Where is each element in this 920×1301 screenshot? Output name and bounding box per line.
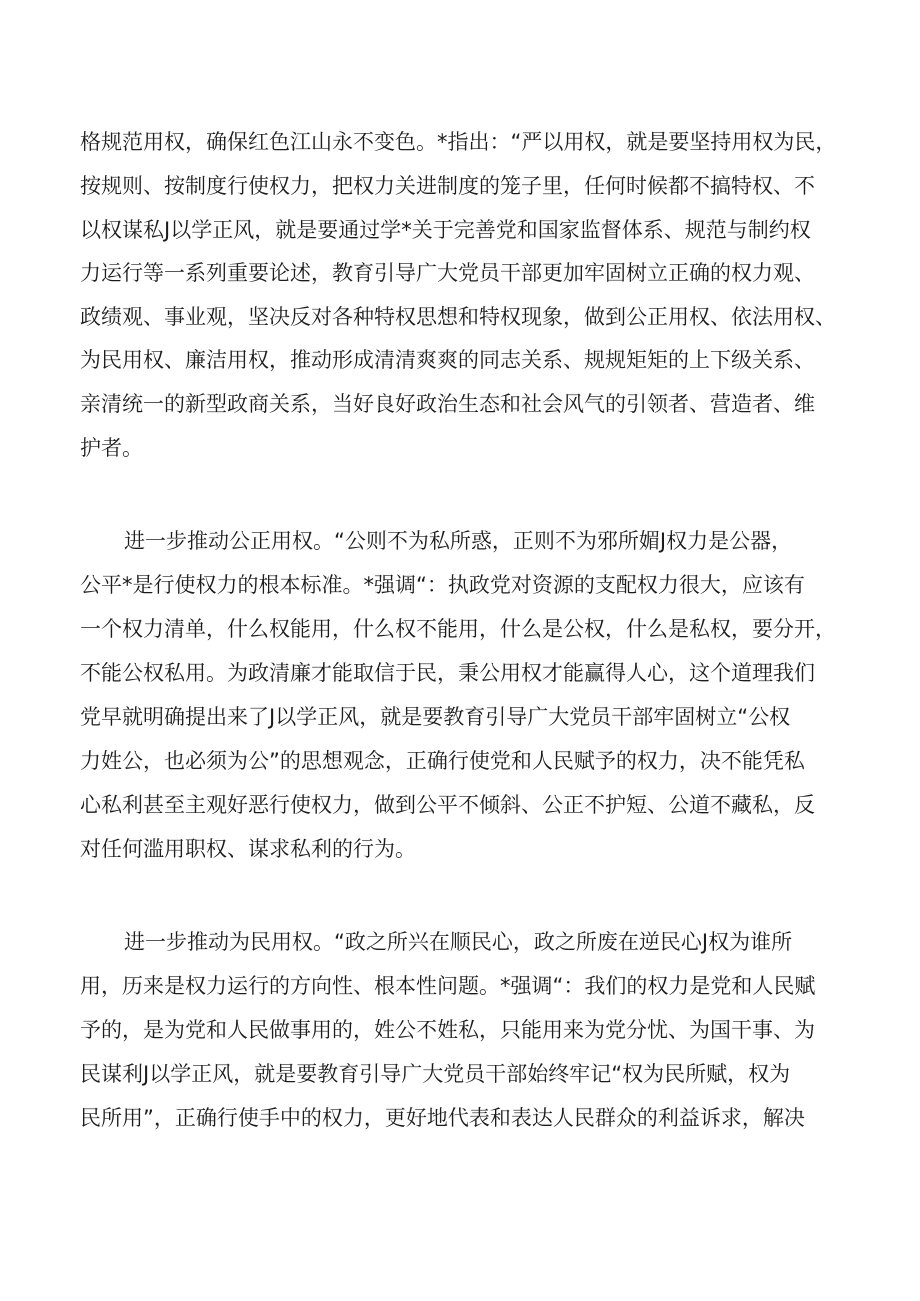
- text-line: 民所用”，正确行使手中的权力，更好地代表和表达人民群众的利益诉求，解决: [80, 1106, 805, 1130]
- text-line: 一个权力清单，什么权能用，什么权不能用，什么是公权，什么是私权，要分开，: [80, 617, 836, 641]
- text-line: 亲清统一的新型政商关系，当好良好政治生态和社会风气的引领者、营造者、维: [80, 392, 815, 416]
- text-line: 力运行等一系列重要论述，教育引导广大党员干部更加牢固树立正确的权力观、: [80, 261, 815, 285]
- text-line: 心私利甚至主观好恶行使权力，做到公平不倾斜、公正不护短、公道不藏私，反: [80, 793, 815, 817]
- paragraph-first-line: 进一步推动公正用权。“公则不为私所惑，正则不为邪所媚J权力是公器，: [124, 529, 793, 553]
- text-line: 政绩观、事业观，坚决反对各种特权思想和特权现象，做到公正用权、依法用权、: [80, 305, 836, 329]
- text-line: 不能公权私用。为政清廉才能取信于民，秉公用权才能赢得人心，这个道理我们: [80, 661, 815, 685]
- text-line: 为民用权、廉洁用权，推动形成清清爽爽的同志关系、规规矩矩的上下级关系、: [80, 348, 815, 372]
- text-line: 党早就明确提出来了J以学正风，就是要教育引导广大党员干部牢固树立“公权: [80, 705, 791, 729]
- paragraph-first-line: 进一步推动为民用权。“政之所兴在顺民心，政之所废在逆民心J权为谁所: [124, 930, 793, 954]
- text-line: 民谋利J以学正风，就是要教育引导广大党员干部始终牢记“权为民所赋，权为: [80, 1062, 791, 1086]
- text-line: 以权谋私J以学正风，就是要通过学*关于完善党和国家监督体系、规范与制约权: [80, 218, 811, 242]
- text-line: 公平*是行使权力的根本标准。*强调“：执政党对资源的支配权力很大，应该有: [80, 573, 805, 597]
- text-line: 对任何滥用职权、谋求私利的行为。: [80, 837, 416, 861]
- text-line: 力姓公，也必须为公”的思想观念，正确行使党和人民赋予的权力，决不能凭私: [80, 749, 805, 773]
- text-line: 格规范用权，确保红色江山永不变色。*指出：“严以用权，就是要坚持用权为民，: [80, 130, 837, 154]
- text-line: 护者。: [80, 436, 143, 460]
- text-line: 予的，是为党和人民做事用的，姓公不姓私，只能用来为党分忧、为国干事、为: [80, 1018, 815, 1042]
- text-line: 用，历来是权力运行的方向性、根本性问题。*强调“：我们的权力是党和人民赋: [80, 974, 816, 998]
- text-line: 按规则、按制度行使权力，把权力关进制度的笼子里，任何时候都不搞特权、不: [80, 174, 815, 198]
